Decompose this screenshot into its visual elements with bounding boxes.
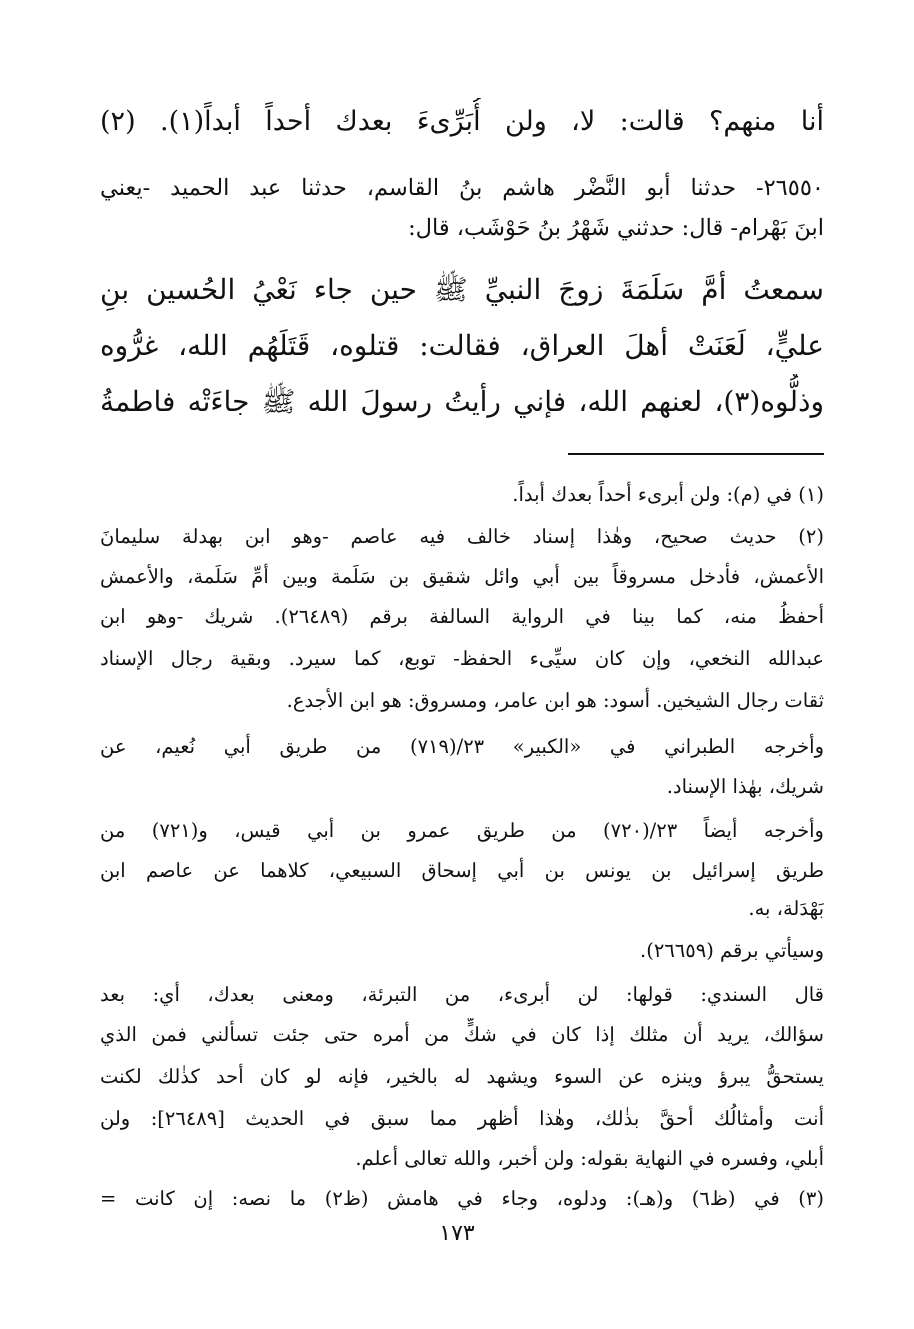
footnote-2-line-4: عبدالله النخعي، وإن كان سيِّىء الحفظ- توبع، كما سيرد. وبقية رجال الإسناد bbox=[100, 647, 824, 670]
footnote-2-line-6: وأخرجه الطبراني في «الكبير» ٢٣/(٧١٩) من طريق أبي نُعيم، عن bbox=[100, 735, 824, 758]
page-number: ١٧٣ bbox=[439, 1221, 475, 1246]
footnote-2-line-11: وسيأتي برقم (٢٦٦٥٩). bbox=[640, 939, 824, 962]
hadith-text-line-3: وذلُّوه(٣)، لعنهم الله، فإني رأيتُ رسولَ الله ﷺ جاءَتْه فاطمةُ bbox=[100, 385, 824, 418]
footnote-2-line-10: بَهْدَلة، به. bbox=[748, 897, 824, 920]
footnote-2-line-14: يستحقُّ يبرؤ وينزه عن السوء ويشهد له بالخير، فإنه لو كان أحد كذٰلك لكنت bbox=[100, 1065, 824, 1088]
footnote-2-line-7: شريك، بهٰذا الإسناد. bbox=[666, 775, 824, 798]
footnote-2-line-9: طريق إسرائيل بن يونس بن أبي إسحاق السبيعي، كلاهما عن عاصم ابن bbox=[100, 859, 824, 882]
footnote-2-line-12: قال السندي: قولها: لن أبرىء، من التبرئة، ومعنى بعدك، أي: بعد bbox=[100, 983, 824, 1006]
footnote-1: (١) في (م): ولن أبرىء أحداً بعدك أبداً. bbox=[512, 483, 824, 506]
footnote-2-line-2: الأعمش، فأدخل مسروقاً بين أبي وائل شقيق بن سَلَمة وبين أمِّ سَلَمة، والأعمش bbox=[100, 565, 824, 588]
footnote-2-line-5: ثقات رجال الشيخين. أسود: هو ابن عامر، ومسروق: هو ابن الأجدع. bbox=[286, 689, 824, 712]
hadith-text-line-2: عليٍّ، لَعَنَتْ أهلَ العراق، فقالت: قتلوه، قَتَلَهُم الله، غرُّوه bbox=[100, 329, 824, 362]
hadith-chain-line-2: ابنَ بَهْرام- قال: حدثني شَهْرُ بنُ حَوْشَب، قال: bbox=[408, 215, 824, 241]
footnote-2-line-8: وأخرجه أيضاً ٢٣/(٧٢٠) من طريق عمرو بن أبي قيس، و(٧٢١) من bbox=[100, 819, 824, 842]
footnote-separator bbox=[568, 453, 824, 455]
footnote-2-line-13: سؤالك، يريد أن مثلك إذا كان في شكٍّ من أمره حتى جئت تسألني فمن الذي bbox=[100, 1023, 824, 1046]
footnote-2-line-3: أحفظُ منه، كما بينا في الرواية السالفة برقم (٢٦٤٨٩). شريك -وهو ابن bbox=[100, 605, 824, 628]
hadith-chain-line-1: ٢٦٥٥٠- حدثنا أبو النَّضْر هاشم بنُ القاسم، حدثنا عبد الحميد -يعني bbox=[100, 175, 824, 201]
footnote-2-line-15: أنت وأمثالُك أحقَّ بذٰلك، وهٰذا أظهر مما سبق في الحديث [٢٦٤٨٩]: ولن bbox=[100, 1107, 824, 1130]
main-text-line-1: أنا منهم؟ قالت: لا، ولن أُبَرِّىءَ بعدك أحداً أبداً(١). (٢) bbox=[100, 106, 824, 137]
footnote-2-line-1: (٢) حديث صحيح، وهٰذا إسناد خالف فيه عاصم -وهو ابن بهدلة سليمانَ bbox=[100, 525, 824, 548]
hadith-text-line-1: سمعتُ أمَّ سَلَمَةَ زوجَ النبيِّ ﷺ حين جاء نَعْيُ الحُسين بنِ bbox=[100, 273, 824, 306]
footnote-3: (٣) في (ظ٦) و(هـ): ودلوه، وجاء في هامش (ظ٢) ما نصه: إن كانت = bbox=[100, 1187, 824, 1210]
footnote-2-line-16: أبلي، وفسره في النهاية بقوله: ولن أخبر، والله تعالى أعلم. bbox=[355, 1147, 824, 1170]
